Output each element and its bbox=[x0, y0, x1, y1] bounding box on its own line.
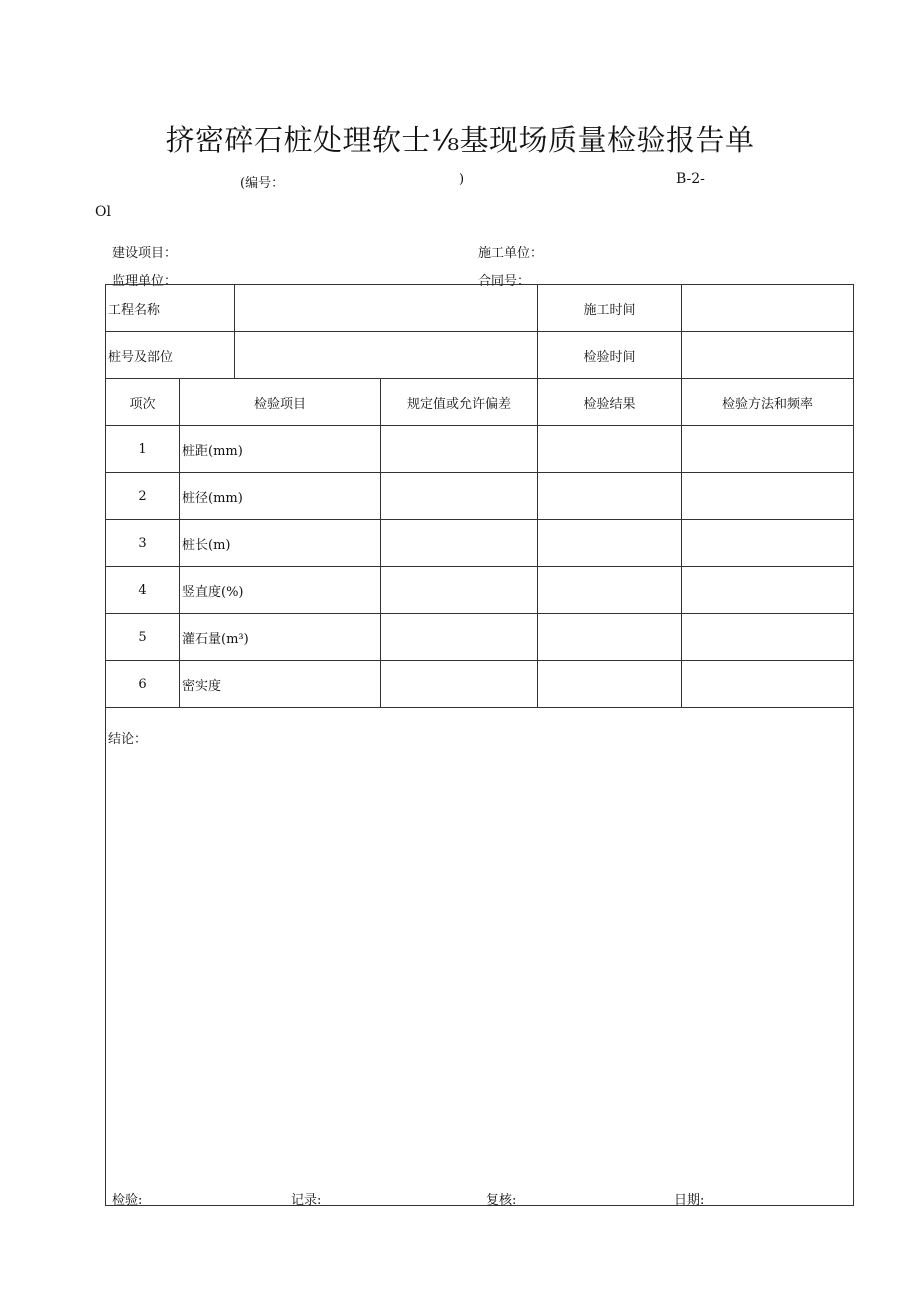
row-spec-cell[interactable] bbox=[381, 567, 538, 614]
project-name-row bbox=[106, 285, 854, 332]
row-item: 密实度 bbox=[180, 661, 381, 708]
reviewer-label: 复核: bbox=[486, 1193, 517, 1208]
row-result-cell[interactable] bbox=[538, 520, 682, 567]
construction-time-label: 施工时间 bbox=[538, 285, 682, 332]
construction-time-value[interactable] bbox=[682, 285, 854, 332]
inspection-time-value[interactable] bbox=[682, 332, 854, 379]
conclusion-row bbox=[106, 708, 854, 1206]
serial-number-open: (编号： bbox=[240, 176, 285, 191]
column-header-row bbox=[106, 379, 854, 426]
row-method-cell[interactable] bbox=[682, 426, 854, 473]
row-result-cell[interactable] bbox=[538, 567, 682, 614]
row-number: 5 bbox=[106, 614, 180, 661]
recorder-label: 记录: bbox=[291, 1193, 322, 1208]
form-code-suffix: Ol bbox=[95, 204, 111, 220]
pile-location-row bbox=[106, 332, 854, 379]
serial-number-close: ) bbox=[459, 172, 465, 187]
row-item: 桩径(mm) bbox=[180, 473, 381, 520]
row-result-cell[interactable] bbox=[538, 661, 682, 708]
table-row bbox=[106, 661, 854, 708]
row-result-cell[interactable] bbox=[538, 614, 682, 661]
project-name-value[interactable] bbox=[235, 285, 538, 332]
row-spec-cell[interactable] bbox=[381, 473, 538, 520]
page-title: 挤密碎石桩处理软士⅛基现场质量检验报告单 bbox=[165, 123, 755, 157]
row-item: 桩距(mm) bbox=[180, 426, 381, 473]
column-header-item: 检验项目 bbox=[180, 379, 381, 426]
table-row bbox=[106, 567, 854, 614]
date-label: 日期: bbox=[674, 1193, 705, 1208]
project-label: 建设项目： bbox=[112, 246, 178, 261]
conclusion-area[interactable]: 结论： bbox=[106, 708, 854, 1206]
column-header-method: 检验方法和频率 bbox=[682, 379, 854, 426]
row-item: 竖直度(%) bbox=[180, 567, 381, 614]
table-row bbox=[106, 473, 854, 520]
row-item: 桩长(m) bbox=[180, 520, 381, 567]
contract-number-label: 合同号： bbox=[478, 274, 531, 289]
inspection-time-label: 检验时间 bbox=[538, 332, 682, 379]
row-result-cell[interactable] bbox=[538, 426, 682, 473]
project-name-label: 工程名称 bbox=[106, 285, 235, 332]
column-header-no: 项次 bbox=[106, 379, 180, 426]
row-spec-cell[interactable] bbox=[381, 426, 538, 473]
row-method-cell[interactable] bbox=[682, 661, 854, 708]
row-spec-cell[interactable] bbox=[381, 614, 538, 661]
contractor-label: 施工单位： bbox=[478, 246, 544, 261]
pile-location-label: 桩号及部位 bbox=[106, 332, 235, 379]
row-method-cell[interactable] bbox=[682, 520, 854, 567]
column-header-result: 检验结果 bbox=[538, 379, 682, 426]
row-result-cell[interactable] bbox=[538, 473, 682, 520]
form-code: B-2- bbox=[676, 171, 705, 187]
pile-location-value[interactable] bbox=[235, 332, 538, 379]
table-row bbox=[106, 520, 854, 567]
inspection-form-table bbox=[105, 284, 854, 1206]
row-item: 灌石量(m³) bbox=[180, 614, 381, 661]
supervisor-label: 监理单位： bbox=[112, 274, 178, 289]
row-method-cell[interactable] bbox=[682, 567, 854, 614]
column-header-spec: 规定值或允许偏差 bbox=[381, 379, 538, 426]
row-number: 2 bbox=[106, 473, 180, 520]
row-spec-cell[interactable] bbox=[381, 520, 538, 567]
row-number: 6 bbox=[106, 661, 180, 708]
row-number: 3 bbox=[106, 520, 180, 567]
table-row bbox=[106, 426, 854, 473]
table-row bbox=[106, 614, 854, 661]
row-number: 4 bbox=[106, 567, 180, 614]
row-method-cell[interactable] bbox=[682, 473, 854, 520]
row-method-cell[interactable] bbox=[682, 614, 854, 661]
row-number: 1 bbox=[106, 426, 180, 473]
inspector-label: 检验: bbox=[112, 1193, 143, 1208]
row-spec-cell[interactable] bbox=[381, 661, 538, 708]
